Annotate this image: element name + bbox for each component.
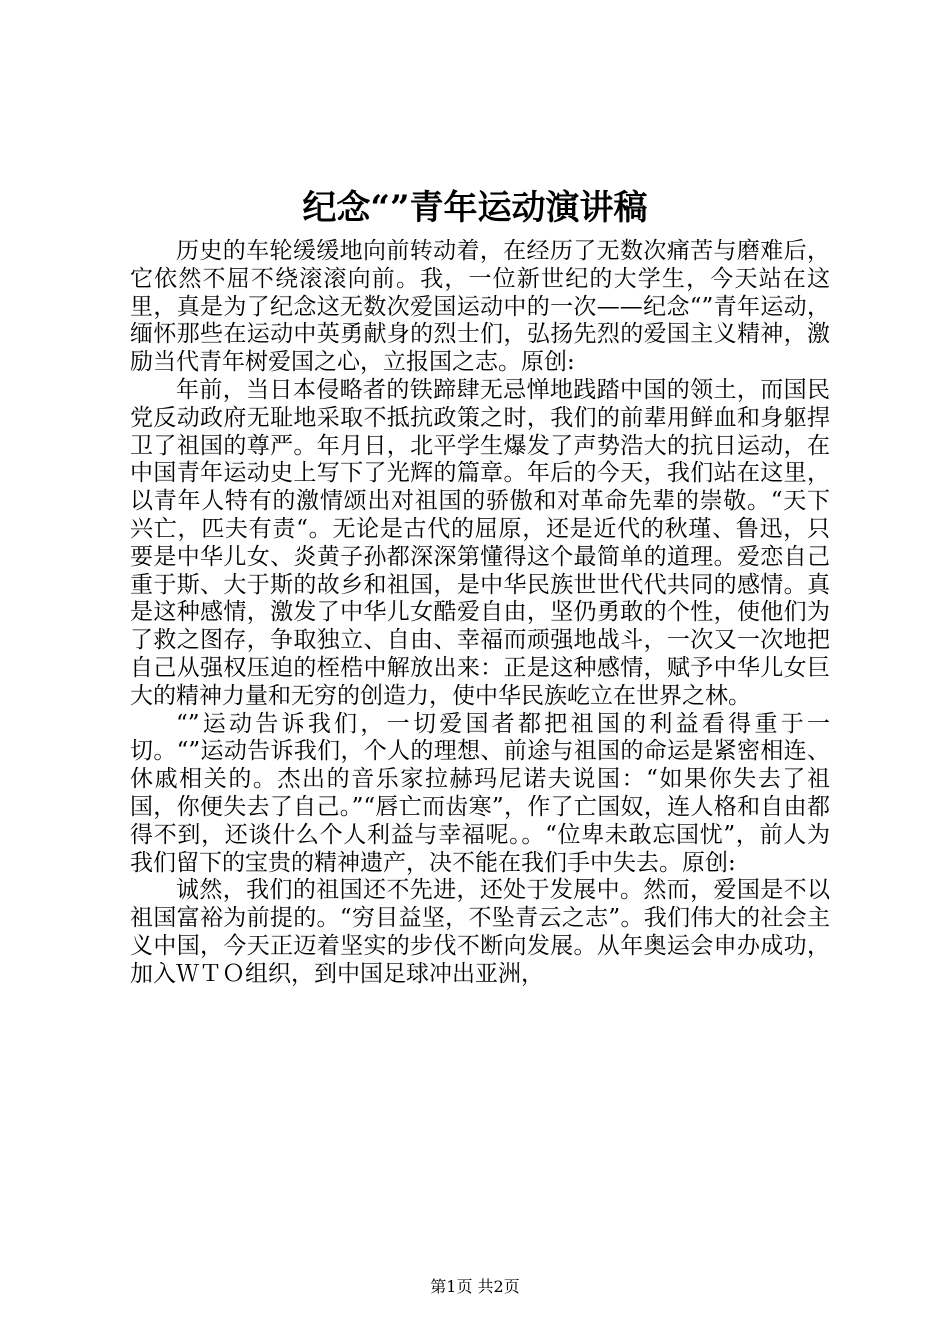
paragraph-4: 诚然，我们的祖国还不先进，还处于发展中。然而，爱国是不以祖国富裕为前提的。“穷目益坚，不坠青云之志”。我们伟大的社会主义中国，今天正迈着坚实的步伐不断向发展。从年奥运会申办成功，加入ＷＴＯ组织，到中国足球冲出亚洲， (130, 877, 830, 987)
document-body (130, 238, 830, 989)
page-footer: 第1页 共2页 (430, 1277, 520, 1296)
paragraph-1: 历史的车轮缓缓地向前转动着，在经历了无数次痛苦与磨难后，它依然不屈不绕滚滚向前。我，一位新世纪的大学生，今天站在这里，真是为了纪念这无数次爱国运动中的一次——纪念“”青年运动，缅怀那些在运动中英勇献身的烈士们，弘扬先烈的爱国主义精神，激励当代青年树爱国之心，立报国之志。原创: (130, 238, 830, 376)
paragraph-2: 年前，当日本侵略者的铁蹄肆无忌惮地践踏中国的领土，而国民党反动政府无耻地采取不抵抗政策之时，我们的前辈用鲜血和身躯捍卫了祖国的尊严。年月日，北平学生爆发了声势浩大的抗日运动，在中国青年运动史上写下了光辉的篇章。年后的今天，我们站在这里，以青年人特有的激情颂出对祖国的骄傲和对革命先辈的崇敬。“天下兴亡，匹夫有责“。无论是古代的屈原，还是近代的秋瑾、鲁迅，只要是中华儿女、炎黄子孙都深深第懂得这个最简单的道理。爱恋自己重于斯、大于斯的故乡和祖国，是中华民族世世代代共同的感情。真是这种感情，激发了中华儿女酷爱自由，坚仍勇敢的个性，使他们为了救之图存，争取独立、自由、幸福而顽强地战斗，一次又一次地把自己从强权压迫的桎梏中解放出来：正是这种感情，赋予中华儿女巨大的精神力量和无穷的创造力，使中华民族屹立在世界之林。 (130, 376, 830, 709)
page-title: 纪念“”青年运动演讲稿 (302, 188, 648, 228)
paragraph-3: “”运动告诉我们，一切爱国者都把祖国的利益看得重于一切。“”运动告诉我们，个人的理想、前途与祖国的命运是紧密相连、休戚相关的。杰出的音乐家拉赫玛尼诺夫说国：“如果你失去了祖国，你便失去了自己。”“唇亡而齿寒”，作了亡国奴，连人格和自由都得不到，还谈什么个人利益与幸福呢。。“位卑未敢忘国忧”，前人为我们留下的宝贵的精神遗产，决不能在我们手中失去。原创: (130, 710, 830, 876)
